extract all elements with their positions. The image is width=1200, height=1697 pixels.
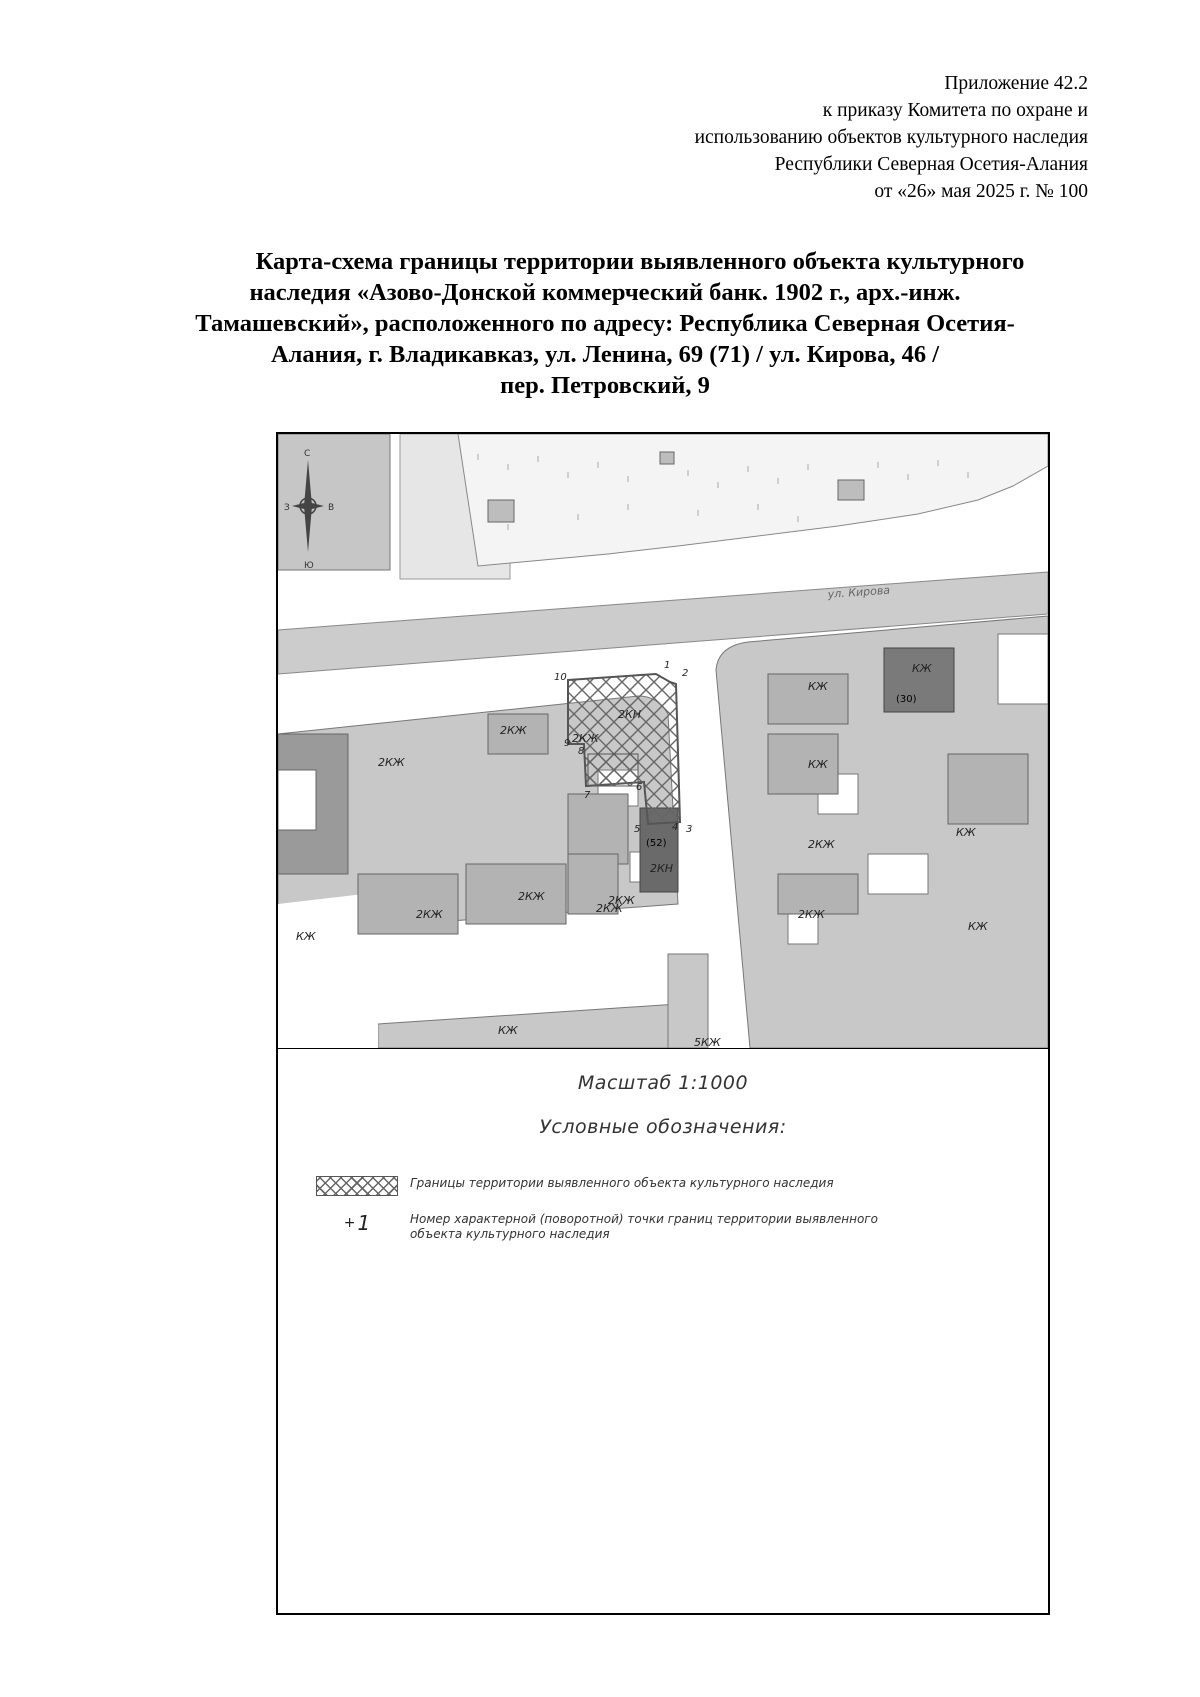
boundary-point: 7	[584, 790, 591, 801]
boundary-point: 4	[672, 822, 679, 833]
city-block	[278, 974, 378, 1048]
building-label: 2КЖ	[572, 732, 599, 745]
marker-label: 1	[357, 1211, 371, 1235]
legend-item-text: Номер характерной (поворотной) точки границ территории выявленного объекта культурного наследия	[410, 1212, 878, 1241]
map-legend	[278, 1050, 1048, 1610]
building-label: КЖ	[956, 826, 976, 839]
header-block	[695, 70, 1088, 205]
territory-courtyard	[588, 754, 638, 786]
building-label: 2КН	[650, 862, 674, 875]
building-label: 2КЖ	[596, 902, 623, 915]
building-label: 2КЖ	[518, 890, 545, 903]
building	[948, 754, 1028, 824]
compass-east: В	[328, 503, 335, 513]
header-line: использованию объектов культурного наследия	[694, 127, 1088, 148]
boundary-point: 8	[578, 746, 585, 757]
compass-north: С	[304, 449, 311, 459]
building-label: 2КЖ	[416, 908, 443, 921]
object-marker: (52)	[646, 838, 667, 849]
title-line: пер. Петровский, 9	[500, 372, 710, 399]
legend-item	[316, 1176, 890, 1196]
legend-item	[316, 1212, 890, 1242]
document-title	[120, 246, 1090, 401]
boundary-point: 2	[682, 668, 689, 679]
courtyard	[868, 854, 928, 894]
point-marker-icon: + 1	[343, 1211, 371, 1235]
building-label: 2КЖ	[500, 724, 527, 737]
city-block	[278, 434, 390, 570]
title-line: Тамашевский», расположенного по адресу: Республика Северная Осетия-	[195, 310, 1015, 337]
header-line: Республики Северная Осетия-Алания	[774, 154, 1088, 175]
building	[278, 770, 316, 830]
compass-south: Ю	[304, 561, 314, 571]
building	[660, 452, 674, 464]
building-label: КЖ	[296, 930, 316, 943]
site-map	[278, 434, 1048, 1048]
building	[838, 480, 864, 500]
heritage-building	[884, 648, 954, 712]
title-line: наследия «Азово-Донской коммерческий банк. 1902 г., арх.-инж.	[249, 279, 961, 306]
building-label: 5КЖ	[694, 1036, 721, 1048]
legend-item-text: Границы территории выявленного объекта культурного наследия	[410, 1176, 834, 1190]
header-line: от «26» мая 2025 г. № 100	[874, 181, 1088, 202]
building-label: КЖ	[808, 680, 828, 693]
boundary-point: 3	[686, 824, 693, 835]
compass-west: З	[284, 503, 290, 513]
header-line: к приказу Комитета по охране и	[822, 100, 1088, 121]
boundary-point: 5	[634, 824, 641, 835]
title-line: Карта-схема границы территории выявленного объекта культурного	[255, 248, 1025, 275]
building-label: 2КЖ	[808, 838, 835, 851]
building-label: КЖ	[968, 920, 988, 933]
map-frame	[276, 432, 1050, 1615]
building-label: 2КЖ	[378, 756, 405, 769]
building-label: 2КЖ	[798, 908, 825, 921]
boundary-point: 6	[636, 782, 643, 793]
building-label: 2КЖ	[608, 894, 635, 907]
courtyard	[998, 634, 1048, 704]
boundary-point: 9	[564, 738, 571, 749]
building	[358, 874, 458, 934]
building-label: КЖ	[808, 758, 828, 771]
boundary-point: 10	[554, 672, 567, 683]
building	[488, 500, 514, 522]
map-area	[278, 434, 1048, 1049]
street-label: ул. Кирова	[827, 583, 891, 601]
object-marker: (30)	[896, 694, 917, 705]
building-label: 2КН	[618, 708, 642, 721]
scale-label: Масштаб 1:1000	[577, 1072, 749, 1094]
crosshatch-swatch-icon	[316, 1176, 398, 1196]
boundary-point: 1	[664, 660, 671, 671]
title-line: Алания, г. Владикавказ, ул. Ленина, 69 (71) / ул. Кирова, 46 /	[270, 341, 940, 368]
building-label: КЖ	[912, 662, 932, 675]
legend-heading: Условные обозначения:	[539, 1116, 787, 1138]
building	[668, 954, 708, 1048]
building-label: КЖ	[498, 1024, 518, 1037]
building	[466, 864, 566, 924]
header-line: Приложение 42.2	[944, 73, 1088, 94]
